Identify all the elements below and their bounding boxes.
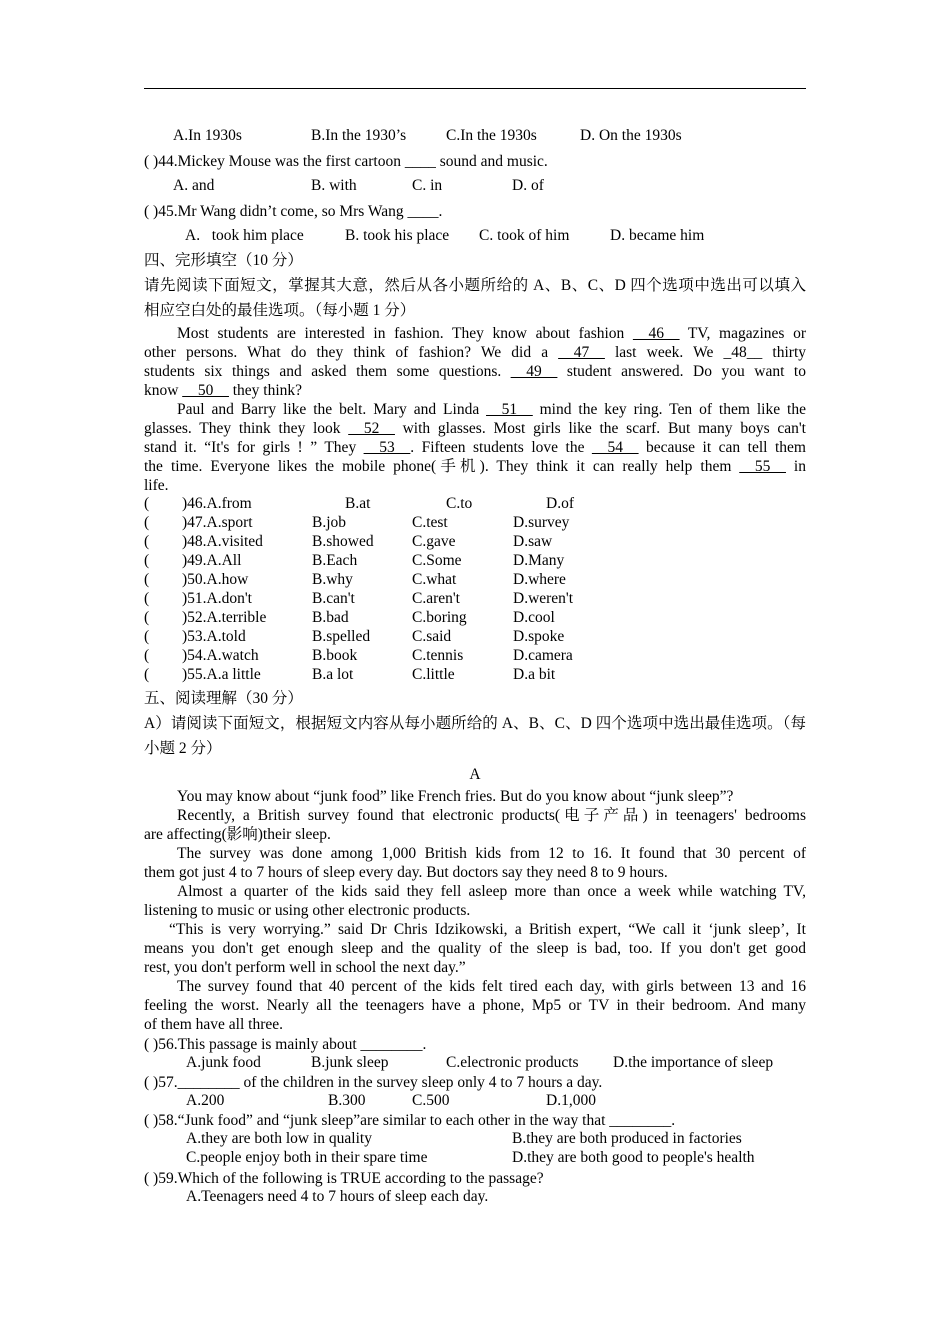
q45-option-d: D. became him bbox=[610, 227, 705, 244]
cloze-q52: ( )52.A.terrible B.bad C.boring D.cool bbox=[144, 609, 555, 626]
cloze-q51: ( )51.A.don't B.can't C.aren't D.weren't bbox=[144, 590, 574, 607]
passage-title: A bbox=[469, 766, 481, 783]
passage-line-4: The survey was done among 1,000 British kids from 12 to 16. It found that 30 percent of bbox=[177, 845, 806, 862]
blank-55: __55__ bbox=[739, 458, 786, 475]
q45-option-b: B. took his place bbox=[345, 227, 450, 244]
cloze-q53: ( )53.A.told B.spelled C.said D.spoke bbox=[144, 628, 565, 645]
blank-50: __50__ bbox=[182, 382, 229, 399]
passage-line-2: Recently, a British survey found that electronic products(电子产品) in teenagers' bedrooms bbox=[177, 807, 806, 824]
section5-instruction-line2: 小题 2 分） bbox=[144, 740, 222, 757]
q45-option-c: C. took of him bbox=[479, 227, 570, 244]
cloze-q50: ( )50.A.how B.why C.what D.where bbox=[144, 571, 566, 588]
q59-option-a: A.Teenagers need 4 to 7 hours of sleep each day. bbox=[186, 1188, 489, 1205]
section4-instruction-line2: 相应空白处的最佳选项。（每小题 1 分） bbox=[144, 302, 416, 319]
q44-option-d: D. of bbox=[512, 177, 544, 194]
section5-instruction-line1: A）请阅读下面短文，根据短文内容从每小题所给的 A、B、C、D 四个选项中选出最佳选项。（每 bbox=[144, 715, 806, 732]
cloze-q46: ( )46.A.from B.at C.to D.of bbox=[144, 495, 574, 512]
cloze-p1-line1: Most students are interested in fashion. They know about fashion __46__ TV, magazines or bbox=[177, 325, 806, 342]
q56-option-b: B.junk sleep bbox=[311, 1054, 389, 1071]
q57-option-d: D.1,000 bbox=[546, 1092, 596, 1109]
blank-52: __52__ bbox=[348, 420, 395, 437]
blank-47: __47__ bbox=[558, 344, 605, 361]
blank-53: __53__ bbox=[363, 439, 411, 456]
q43-option-c: C.In the 1930s bbox=[446, 127, 537, 144]
q45-stem: ( )45.Mr Wang didn’t come, so Mrs Wang ____. bbox=[144, 203, 443, 220]
q58-option-b: B.they are both produced in factories bbox=[512, 1130, 742, 1147]
cloze-p2-line4: the time. Everyone likes the mobile phone(手机). They think it can really help them __55__ in bbox=[144, 458, 806, 475]
q56-stem: ( )56.This passage is mainly about ________. bbox=[144, 1036, 427, 1053]
passage-line-12: feeling the worst. Nearly all the teenagers have a phone, Mp5 or TV in their bedroom. And many bbox=[144, 997, 806, 1014]
passage-line-1: You may know about “junk food” like French fries. But do you know about “junk sleep”? bbox=[177, 788, 734, 805]
passage-line-9: means you don't get enough sleep and the quality of the sleep is bad, too. If you don't get good bbox=[144, 940, 806, 957]
q58-option-d: D.they are both good to people's health bbox=[512, 1149, 755, 1166]
q45-option-a: A. took him place bbox=[185, 227, 304, 244]
header-rule bbox=[144, 88, 806, 89]
q56-option-a: A.junk food bbox=[186, 1054, 261, 1071]
q44-option-c: C. in bbox=[412, 177, 443, 194]
q44-stem: ( )44.Mickey Mouse was the first cartoon ____ sound and music. bbox=[144, 153, 548, 170]
q58-option-c: C.people enjoy both in their spare time bbox=[186, 1149, 428, 1166]
q44-option-b: B. with bbox=[311, 177, 357, 194]
passage-line-8: “This is very worrying.” said Dr Chris Idzikowski, a British expert, “We call it ‘junk sleep’, It bbox=[169, 921, 806, 938]
passage-line-7: listening to music or using other electronic products. bbox=[144, 902, 471, 919]
cloze-p1-line3: students six things and asked them some questions. __49__ student answered. Do you want to bbox=[144, 363, 806, 380]
cloze-q54: ( )54.A.watch B.book C.tennis D.camera bbox=[144, 647, 573, 664]
passage-line-6: Almost a quarter of the kids said they fell asleep more than once a week while watching TV, bbox=[177, 883, 806, 900]
q57-option-a: A.200 bbox=[186, 1092, 225, 1109]
section4-instruction-line1: 请先阅读下面短文，掌握其大意，然后从各小题所给的 A、B、C、D 四个选项中选出可以填入 bbox=[144, 277, 806, 294]
cloze-p2-line2: glasses. They think they look __52__ with glasses. Most girls like the scarf. But many boys can't bbox=[144, 420, 806, 437]
cloze-q47: ( )47.A.sport B.job C.test D.survey bbox=[144, 514, 570, 531]
q59-stem: ( )59.Which of the following is TRUE according to the passage? bbox=[144, 1170, 544, 1187]
q56-option-d: D.the importance of sleep bbox=[613, 1054, 774, 1071]
q58-stem: ( )58.“Junk food” and “junk sleep”are similar to each other in the way that ________. bbox=[144, 1112, 676, 1129]
q56-option-c: C.electronic products bbox=[446, 1054, 579, 1071]
q43-option-a: A.In 1930s bbox=[173, 127, 242, 144]
passage-line-5: them got just 4 to 7 hours of sleep every day. But doctors say they need 8 to 9 hours. bbox=[144, 864, 668, 881]
cloze-p1-line4: know __50__ they think? bbox=[144, 382, 303, 399]
cloze-q49: ( )49.A.All B.Each C.Some D.Many bbox=[144, 552, 565, 569]
blank-54: __54__ bbox=[591, 439, 639, 456]
section5-title: 五、阅读理解（30 分） bbox=[144, 690, 303, 707]
cloze-p2-line1: Paul and Barry like the belt. Mary and Linda __51__ mind the key ring. Ten of them like the bbox=[177, 401, 806, 418]
q43-option-d: D. On the 1930s bbox=[580, 127, 682, 144]
cloze-q55: ( )55.A.a little B.a lot C.little D.a bit bbox=[144, 666, 556, 683]
cloze-p2-line5: life. bbox=[144, 477, 169, 494]
q57-option-b: B.300 bbox=[328, 1092, 366, 1109]
blank-51: __51__ bbox=[486, 401, 533, 418]
cloze-p2-line3: stand it. “It's for girls ! ” They __53__. Fifteen students love the __54__ because it can tell them bbox=[144, 439, 806, 456]
section4-title: 四、完形填空（10 分） bbox=[144, 252, 303, 269]
blank-46: __46__ bbox=[632, 325, 680, 342]
passage-line-10: rest, you don't perform well in school the next day.” bbox=[144, 959, 466, 976]
blank-49: __49__ bbox=[510, 363, 558, 380]
passage-line-13: of them have all three. bbox=[144, 1016, 284, 1033]
q58-option-a: A.they are both low in quality bbox=[186, 1130, 372, 1147]
q57-option-c: C.500 bbox=[412, 1092, 450, 1109]
q43-option-b: B.In the 1930’s bbox=[311, 127, 407, 144]
q57-stem: ( )57.________ of the children in the survey sleep only 4 to 7 hours a day. bbox=[144, 1074, 603, 1091]
passage-line-3: are affecting(影响)their sleep. bbox=[144, 826, 331, 843]
cloze-p1-line2: other persons. What do they think of fashion? We did a __47__ last week. We _48__ thirty bbox=[144, 344, 806, 361]
q44-option-a: A. and bbox=[173, 177, 215, 194]
passage-line-11: The survey found that 40 percent of the kids felt tired each day, with girls between 13 and 16 bbox=[177, 978, 806, 995]
cloze-q48: ( )48.A.visited B.showed C.gave D.saw bbox=[144, 533, 553, 550]
